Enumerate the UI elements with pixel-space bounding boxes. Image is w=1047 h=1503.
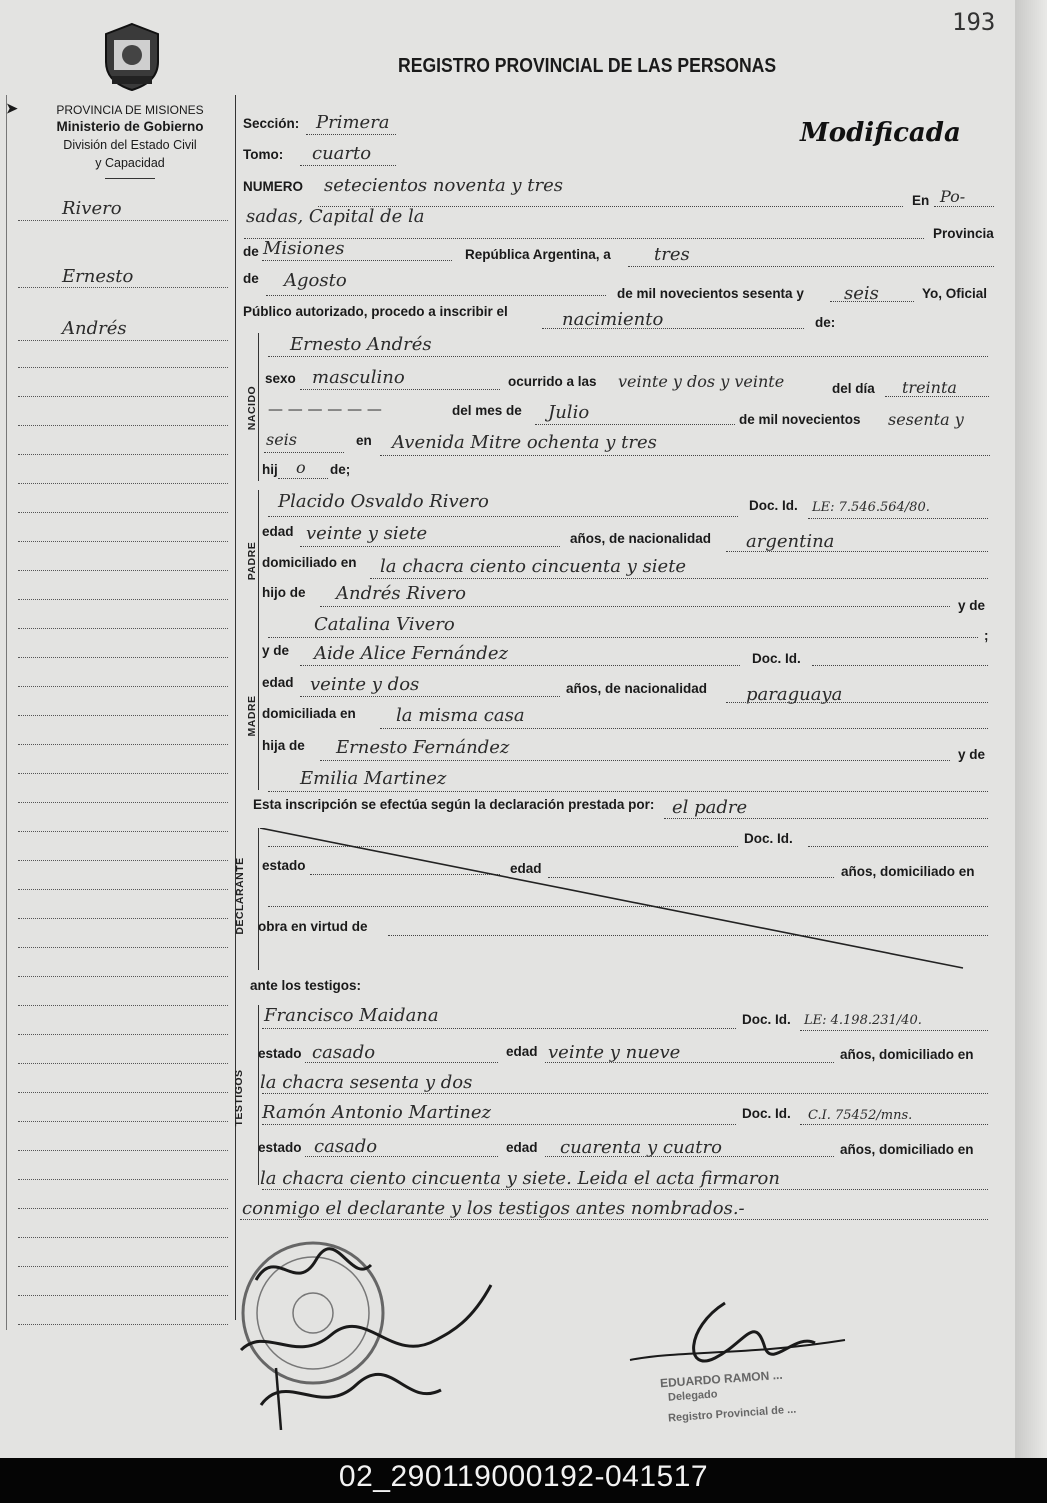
margin-line — [18, 1208, 228, 1209]
doc-label: Doc. Id. — [752, 651, 801, 666]
margin-surname: Rivero — [62, 198, 122, 219]
margin-line — [18, 396, 228, 397]
sexo-label: sexo — [265, 371, 296, 386]
margin-line — [18, 1034, 228, 1035]
margin-line — [18, 541, 228, 542]
edad-label: edad — [262, 524, 294, 539]
witness2-age: cuarenta y cuatro — [560, 1137, 722, 1158]
nacionalidad-label: años, de nacionalidad — [570, 531, 712, 546]
dotted-line — [300, 165, 396, 166]
hijo-de-label: hijo de — [262, 585, 306, 600]
margin-line — [18, 512, 228, 513]
hour-value: veinte y dos y veinte — [618, 372, 785, 391]
numero-label: NUMERO — [243, 179, 303, 194]
edad-label: edad — [510, 861, 542, 876]
anio-value-2: seis — [266, 430, 298, 449]
cancel-diagonal-line — [258, 828, 988, 973]
witnesses-label: ante los testigos: — [250, 978, 362, 993]
dotted-line — [380, 455, 990, 456]
tomo-value: cuarto — [312, 143, 372, 164]
mes-value: Julio — [548, 402, 590, 423]
father-age: veinte y siete — [306, 523, 428, 544]
margin-line — [18, 454, 228, 455]
form-title: REGISTRO PROVINCIAL DE LAS PERSONAS — [398, 55, 777, 77]
nacido-section-label: NACIDO — [246, 385, 258, 431]
declaration-value: el padre — [672, 797, 748, 818]
stamp-officer-name: EDUARDO RAMON ... — [659, 1367, 784, 1391]
paternal-grandmother: Catalina Vivero — [314, 614, 455, 635]
dotted-line — [664, 818, 988, 819]
declarante-section-label: DECLARANTE — [234, 857, 246, 935]
dotted-line — [262, 1028, 736, 1029]
maternal-grandfather: Ernesto Fernández — [336, 737, 510, 758]
public-label: Público autorizado, procedo a inscribir el — [243, 304, 508, 319]
margin-line — [18, 367, 228, 368]
margin-line — [18, 744, 228, 745]
dotted-line — [628, 266, 994, 267]
de-label: de; — [330, 462, 351, 477]
day-value: tres — [654, 244, 690, 265]
margin-line — [18, 802, 228, 803]
section-rule — [258, 1005, 259, 1185]
anios-domiciliado-label: años, domiciliado en — [840, 1047, 974, 1062]
edad-label: edad — [506, 1044, 538, 1059]
numero-value: setecientos noventa y tres — [324, 175, 564, 196]
republic-label: República Argentina, a — [465, 247, 611, 262]
testigos-section-label: TESTIGOS — [233, 1069, 245, 1127]
place-continuation: sadas, Capital de la — [246, 206, 425, 227]
margin-line — [18, 1179, 228, 1180]
margin-line — [18, 220, 228, 221]
margin-line — [18, 976, 228, 977]
page-edge-shadow — [1015, 0, 1047, 1458]
en-value: Po- — [940, 187, 966, 206]
doc-label: Doc. Id. — [742, 1012, 791, 1027]
dotted-line — [244, 238, 924, 239]
mother-age: veinte y dos — [310, 674, 420, 695]
domicilio-label: domiciliada en — [262, 706, 356, 721]
margin-line — [18, 1266, 228, 1267]
arrow-mark-icon: ➤ — [6, 100, 18, 116]
division-header: División del Estado Civil — [63, 138, 197, 152]
hour-label: ocurrido a las — [508, 374, 597, 389]
margin-line — [18, 1005, 228, 1006]
margin-line — [18, 773, 228, 774]
doc-label: Doc. Id. — [744, 831, 793, 846]
margin-line — [18, 570, 228, 571]
dotted-line — [306, 134, 396, 135]
header-divider — [105, 178, 155, 179]
month-value: Agosto — [284, 270, 347, 291]
margin-line — [18, 340, 228, 341]
margin-line — [18, 1150, 228, 1151]
witness2-doc: C.I. 75452/mns. — [808, 1108, 913, 1123]
dotted-line — [808, 518, 988, 519]
margin-line — [18, 628, 228, 629]
paternal-grandfather: Andrés Rivero — [336, 583, 466, 604]
domicilio-label: domiciliado en — [262, 555, 357, 570]
seccion-label: Sección: — [243, 116, 300, 131]
margin-first-name: Ernesto — [62, 266, 134, 287]
margin-line — [18, 657, 228, 658]
margin-line — [18, 860, 228, 861]
mother-address: la misma casa — [396, 705, 525, 726]
stamp-registry: Registro Provincial de ... — [667, 1403, 797, 1425]
birth-place: Avenida Mitre ochenta y tres — [392, 432, 657, 453]
margin-rule — [235, 95, 236, 1320]
tomo-label: Tomo: — [243, 147, 284, 162]
hija-de-label: hija de — [262, 738, 305, 753]
margin-second-name: Andrés — [62, 318, 127, 339]
father-doc: LE: 7.546.564/80. — [812, 500, 930, 515]
margin-line — [18, 1092, 228, 1093]
dotted-line — [800, 1030, 988, 1031]
anios-domiciliado-label: años, domiciliado en — [841, 864, 975, 879]
margin-line — [18, 918, 228, 919]
margin-line — [18, 1121, 228, 1122]
maternal-grandmother: Emilia Martinez — [300, 768, 447, 789]
dotted-line — [268, 637, 978, 638]
margin-line — [18, 599, 228, 600]
page-number: 193 — [952, 8, 996, 36]
nacionalidad-label: años, de nacionalidad — [566, 681, 708, 696]
y-de-label: y de — [262, 643, 290, 658]
father-name: Placido Osvaldo Rivero — [278, 491, 489, 512]
dotted-line — [268, 516, 738, 517]
child-full-name: Ernesto Andrés — [290, 334, 432, 355]
witness1-doc: LE: 4.198.231/40. — [804, 1013, 922, 1028]
dotted-line — [300, 665, 740, 666]
seccion-value: Primera — [316, 112, 390, 133]
dotted-line — [885, 396, 989, 397]
witness1-name: Francisco Maidana — [264, 1005, 439, 1026]
margin-line — [18, 831, 228, 832]
dotted-line — [320, 760, 950, 761]
witness1-age: veinte y nueve — [548, 1042, 681, 1063]
doc-label: Doc. Id. — [749, 498, 798, 513]
margin-line — [18, 1237, 228, 1238]
dotted-line — [370, 578, 988, 579]
capacity-header: y Capacidad — [95, 156, 165, 170]
dotted-line — [305, 1156, 498, 1157]
closing-statement: conmigo el declarante y los testigos antes nombrados.- — [242, 1198, 745, 1219]
estado-label: estado — [258, 1140, 302, 1155]
edad-label: edad — [262, 675, 294, 690]
y-de-label: y de — [958, 598, 986, 613]
dia-label: del día — [832, 381, 875, 396]
de-colon: de: — [815, 315, 836, 330]
witness-signatures-icon — [236, 1240, 496, 1430]
semicolon: ; — [984, 628, 989, 643]
left-edge-rule — [6, 95, 7, 1330]
section-rule — [258, 648, 259, 790]
section-rule — [258, 490, 259, 648]
dotted-line — [300, 696, 560, 697]
anio-label: de mil novecientos — [739, 412, 861, 427]
witness2-name: Ramón Antonio Martinez — [262, 1102, 491, 1123]
de-label: de — [243, 244, 259, 259]
hijo-value: o — [296, 458, 306, 477]
y-de-label: y de — [958, 747, 986, 762]
dotted-line — [300, 389, 500, 390]
dotted-line — [726, 551, 988, 552]
margin-line — [18, 1324, 228, 1325]
dotted-line — [545, 1156, 834, 1157]
dotted-line — [726, 702, 988, 703]
dotted-line — [812, 665, 988, 666]
margin-line — [18, 1295, 228, 1296]
dotted-line — [800, 1124, 988, 1125]
officer-label: Yo, Oficial — [922, 286, 988, 301]
dotted-line — [266, 295, 606, 296]
dotted-line — [268, 356, 988, 357]
act-value: nacimiento — [562, 309, 664, 330]
doc-label: Doc. Id. — [742, 1106, 791, 1121]
dotted-line — [535, 424, 735, 425]
year-value: seis — [844, 283, 879, 304]
witness2-status: casado — [314, 1136, 378, 1157]
father-nationality: argentina — [746, 531, 835, 552]
margin-line — [18, 287, 228, 288]
father-address: la chacra ciento cincuenta y siete — [380, 556, 687, 577]
dotted-line — [262, 1189, 988, 1190]
margin-line — [18, 1063, 228, 1064]
dotted-line — [240, 1219, 988, 1220]
provincia-label: Provincia — [933, 226, 994, 241]
margin-line — [18, 715, 228, 716]
dash-line: — — — — — — — [268, 400, 382, 418]
year-label: de mil novecientos sesenta y — [617, 286, 804, 301]
dotted-line — [264, 452, 344, 453]
stamp-officer-title: Delegado — [667, 1388, 718, 1404]
dotted-line — [262, 1093, 988, 1094]
ministry-header: Ministerio de Gobierno — [56, 119, 204, 134]
archive-code: 02_290119000192-041517 — [338, 1460, 709, 1493]
estado-label: estado — [262, 858, 306, 873]
section-rule — [258, 333, 259, 481]
madre-section-label: MADRE — [246, 695, 258, 737]
dotted-line — [830, 301, 914, 302]
dotted-line — [262, 260, 452, 261]
modification-annotation: Modificada — [800, 118, 961, 148]
dotted-line — [305, 1062, 498, 1063]
dia-value: treinta — [902, 378, 957, 397]
dotted-line — [934, 206, 994, 207]
anios-domiciliado-label: años, domiciliado en — [840, 1142, 974, 1157]
estado-label: estado — [258, 1046, 302, 1061]
margin-line — [18, 425, 228, 426]
coat-of-arms-icon — [100, 22, 164, 92]
sexo-value: masculino — [312, 367, 405, 388]
de-label: de — [243, 271, 259, 286]
dotted-line — [262, 1124, 736, 1125]
mes-label: del mes de — [452, 403, 522, 418]
mother-name: Aide Alice Fernández — [314, 643, 508, 664]
province-header: PROVINCIA DE MISIONES — [56, 103, 204, 117]
dotted-line — [268, 791, 988, 792]
en-label: En — [912, 193, 930, 208]
edad-label: edad — [506, 1140, 538, 1155]
mother-nationality: paraguaya — [746, 684, 843, 705]
witness1-status: casado — [312, 1042, 376, 1063]
declaration-label: Esta inscripción se efectúa según la declaración prestada por: — [253, 797, 655, 812]
margin-line — [18, 686, 228, 687]
margin-line — [18, 483, 228, 484]
province-value: Misiones — [263, 238, 345, 259]
dotted-line — [545, 1062, 834, 1063]
dotted-line — [320, 606, 950, 607]
dotted-line — [380, 728, 988, 729]
officer-signature-icon — [625, 1298, 855, 1408]
witness1-address: la chacra sesenta y dos — [260, 1072, 473, 1093]
hijo-label: hij — [262, 462, 278, 477]
en-label: en — [356, 433, 372, 448]
dotted-line — [278, 478, 328, 479]
witness2-address: la chacra ciento cincuenta y siete. Leida el acta firmaron — [260, 1168, 780, 1189]
obra-label: obra en virtud de — [258, 919, 368, 934]
margin-line — [18, 947, 228, 948]
anio-value-1: sesenta y — [888, 410, 964, 429]
margin-line — [18, 889, 228, 890]
padre-section-label: PADRE — [246, 541, 258, 581]
dotted-line — [542, 328, 804, 329]
dotted-line — [300, 546, 560, 547]
